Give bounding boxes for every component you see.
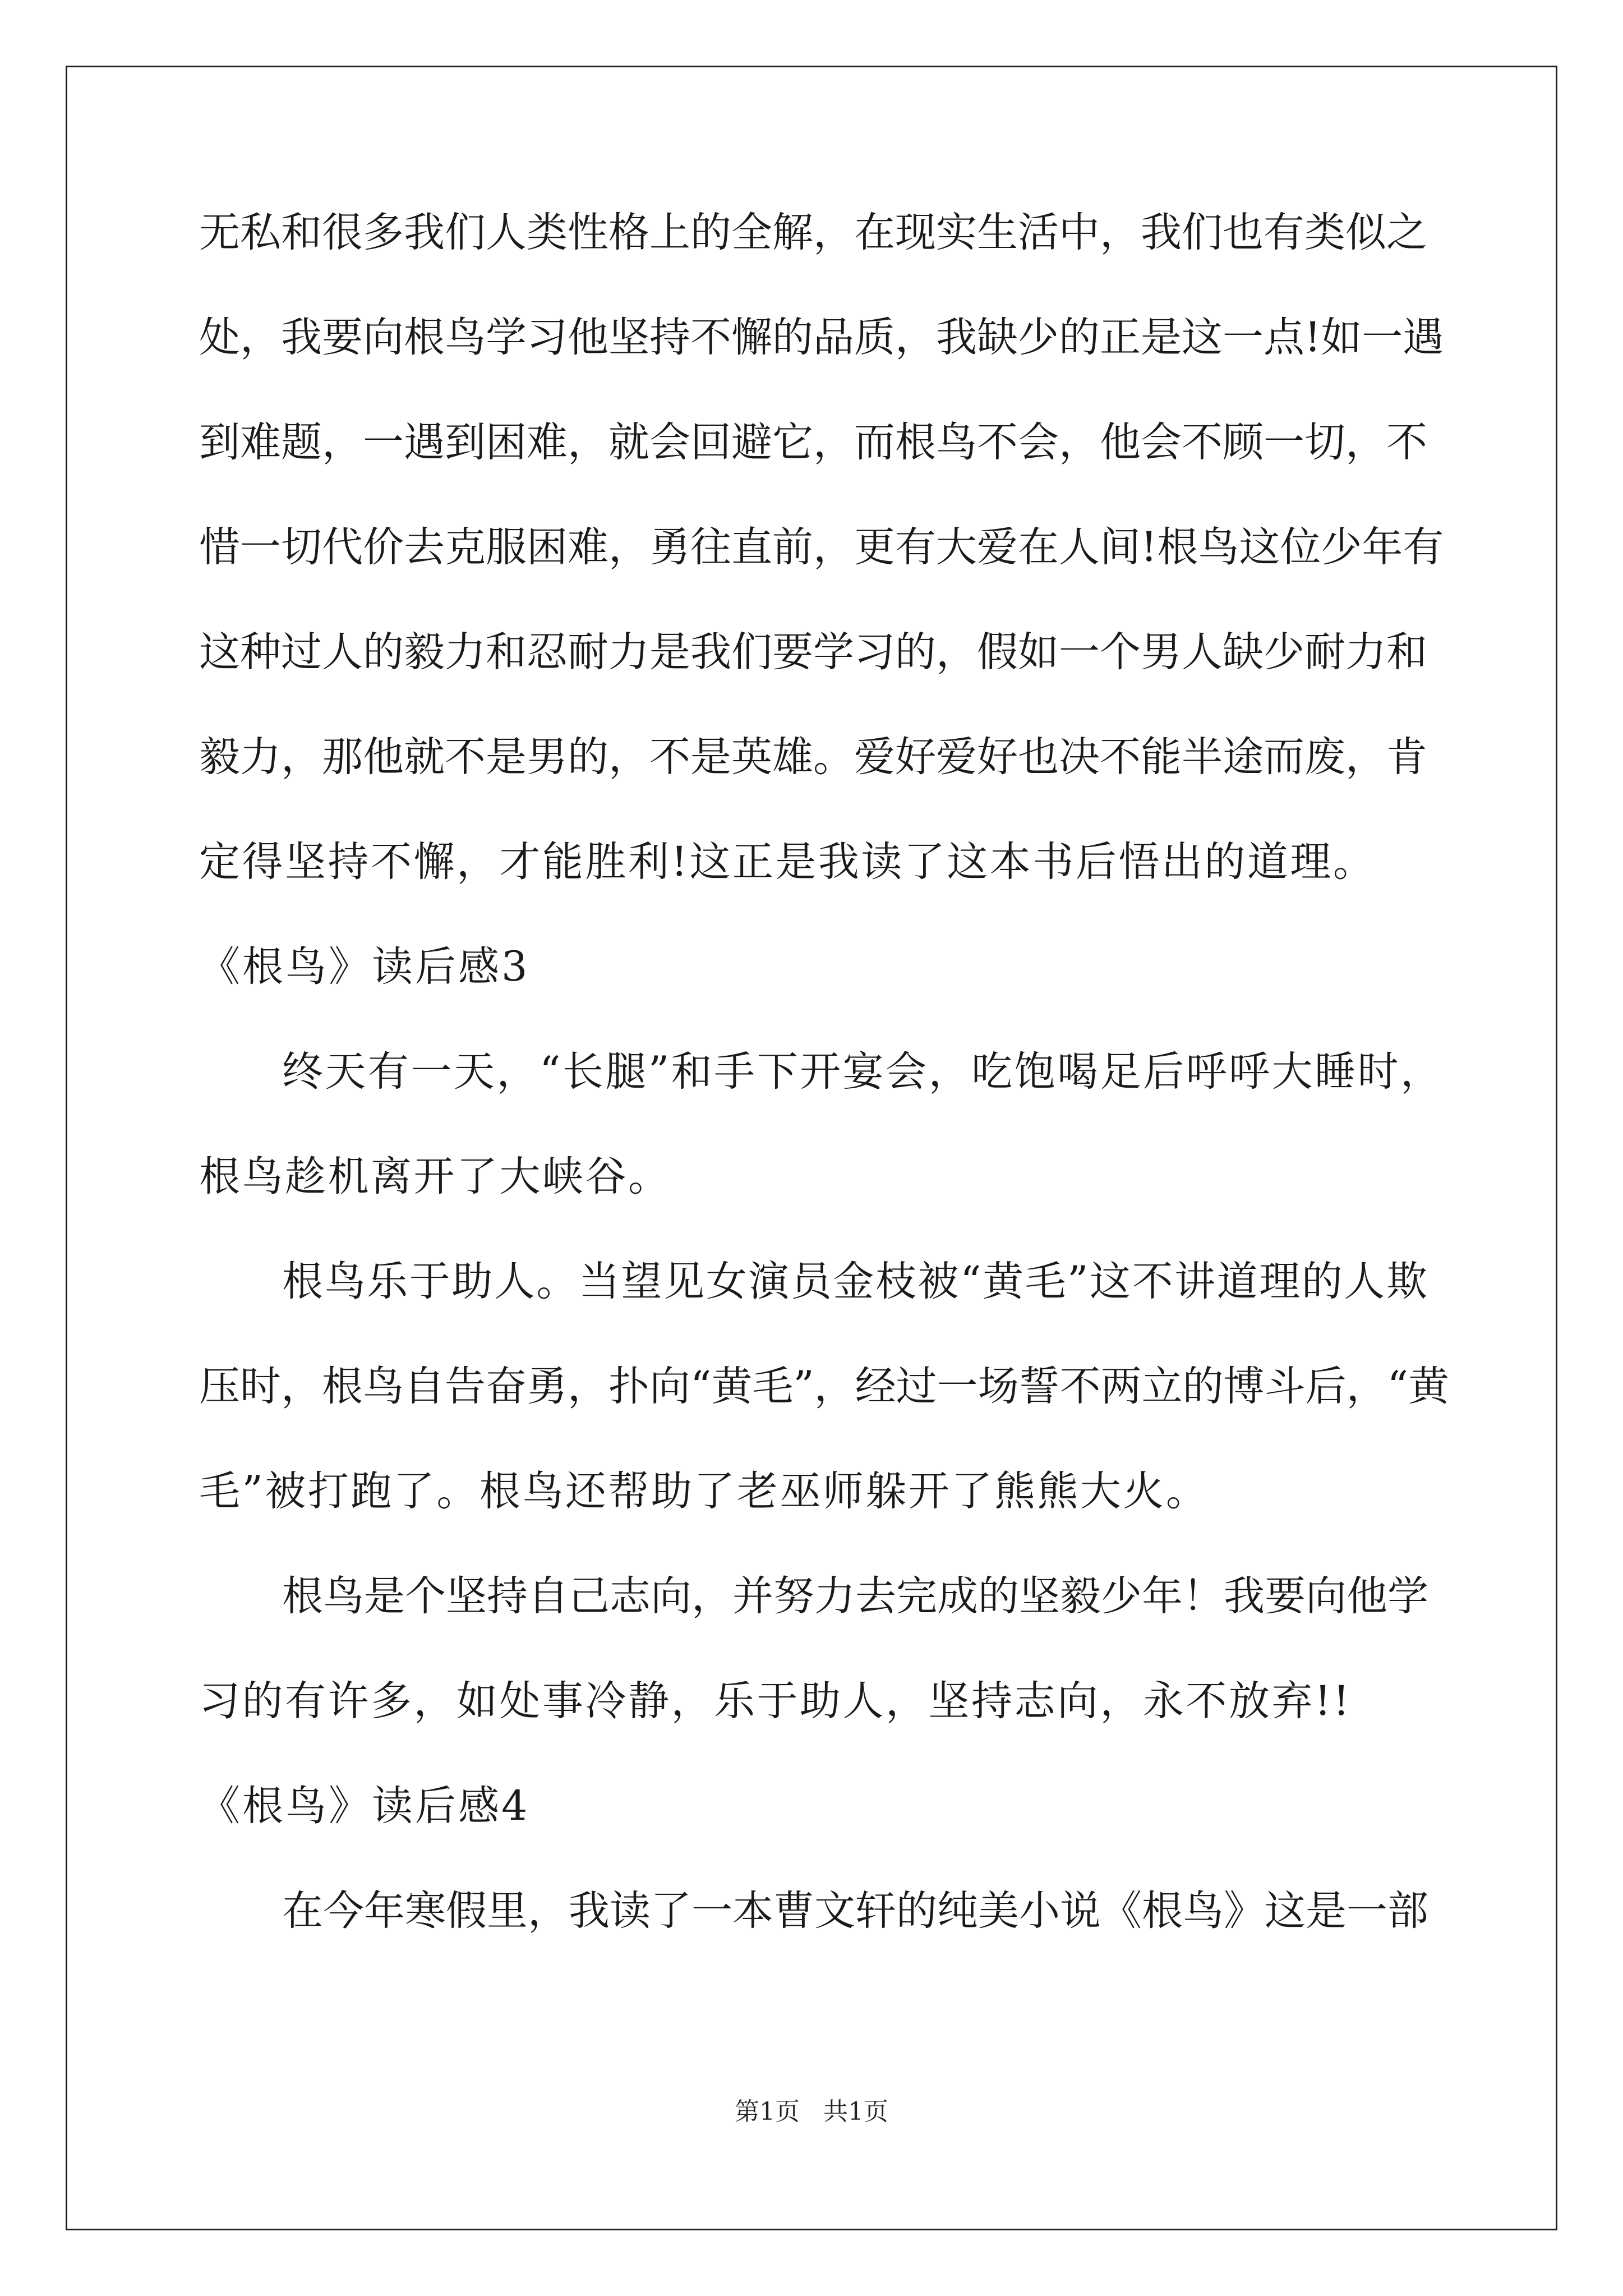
section-heading: 《根鸟》读后感4 — [199, 1782, 530, 1830]
paragraph-line: 根鸟乐于助人。当望见女演员金枝被“黄毛”这不讲道理的人欺 — [282, 1258, 1427, 1305]
paragraph-line: 惜一切代价去克服困难，勇往直前，更有大爱在人间!根鸟这位少年有 — [199, 523, 1444, 571]
paragraph-line: 在今年寒假里，我读了一本曹文轩的纯美小说《根鸟》这是一部 — [282, 1887, 1428, 1935]
page-footer — [0, 2095, 1623, 2129]
paragraph-line: 处，我要向根鸟学习他坚持不懈的品质，我缺少的正是这一点!如一遇 — [199, 314, 1444, 361]
paragraph-line: 压时，根鸟自告奋勇，扑向“黄毛”，经过一场誓不两立的博斗后，“黄 — [199, 1363, 1449, 1410]
section-heading: 《根鸟》读后感3 — [199, 943, 530, 991]
paragraph-line: 到难题，一遇到困难，就会回避它，而根鸟不会，他会不顾一切，不 — [199, 418, 1427, 466]
paragraph-line: 这种过人的毅力和忍耐力是我们要学习的，假如一个男人缺少耐力和 — [199, 628, 1427, 676]
paragraph-line: 毅力，那他就不是男的，不是英雄。爱好爱好也决不能半途而废，肯 — [199, 733, 1427, 781]
page-number-total: 共1页 — [823, 2097, 888, 2126]
paragraph-line: 根鸟趁机离开了大峡谷。 — [199, 1153, 671, 1200]
paragraph-line: 毛”被打跑了。根鸟还帮助了老巫师躲开了熊熊大火。 — [199, 1467, 1209, 1515]
paragraph-line: 定得坚持不懈，才能胜利!这正是我读了这本书后悟出的道理。 — [199, 838, 1376, 886]
page-number-current: 第1页 — [735, 2097, 800, 2126]
paragraph-line: 终天有一天，“长腿”和手下开宴会，吃饱喝足后呼呼大睡时， — [282, 1048, 1444, 1096]
paragraph-line: 根鸟是个坚持自己志向，并努力去完成的坚毅少年！我要向他学 — [282, 1572, 1428, 1620]
paragraph-line: 无私和很多我们人类性格上的全解，在现实生活中，我们也有类似之 — [199, 209, 1427, 256]
paragraph-line: 习的有许多，如处事冷静，乐于助人，坚持志向，永不放弃!! — [199, 1677, 1352, 1725]
